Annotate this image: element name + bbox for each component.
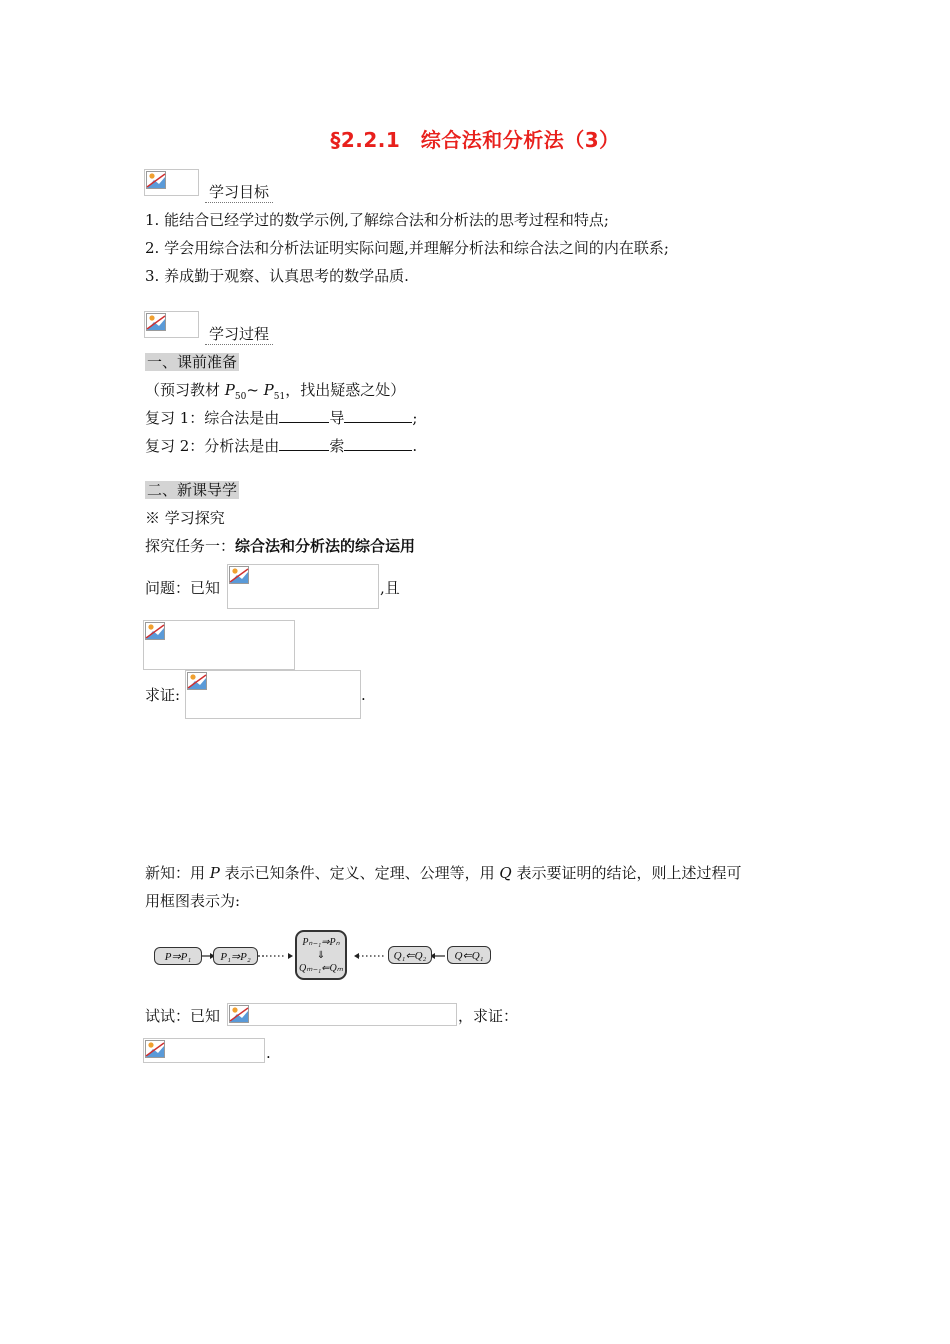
broken-image-icon bbox=[229, 566, 249, 584]
formula-image bbox=[185, 670, 361, 719]
review-line-2: 复习 2：分析法是由 索 . bbox=[145, 437, 418, 455]
explore-heading: ※ 学习探究 bbox=[145, 509, 225, 527]
try-tail: ，求证： bbox=[458, 1007, 519, 1025]
broken-image-icon bbox=[229, 1005, 249, 1023]
review-line-1: 复习 1：综合法是由 导 ; bbox=[145, 409, 418, 427]
section-heading-process: 学习过程 bbox=[205, 325, 273, 345]
section-icon-image bbox=[144, 169, 199, 196]
formula-image bbox=[227, 564, 379, 609]
part1-heading: 一、课前准备 bbox=[147, 353, 238, 371]
prove-end: . bbox=[361, 686, 366, 704]
broken-image-icon bbox=[187, 672, 207, 690]
flow-box: Q⇐Q₁ bbox=[447, 946, 491, 964]
part2-heading: 二、新课导学 bbox=[147, 481, 238, 499]
flow-box: P₁⇒P₂ bbox=[213, 947, 258, 965]
section-heading-goals: 学习目标 bbox=[205, 183, 273, 203]
section-icon-image bbox=[144, 311, 199, 338]
fill-blank[interactable] bbox=[279, 408, 329, 423]
new-knowledge-line: 新知：用 P 表示已知条件、定义、定理、公理等，用 Q 表示要证明的结论，则上述过程可 bbox=[145, 864, 742, 882]
fill-blank[interactable] bbox=[344, 408, 412, 423]
flow-box: P⇒P₁ bbox=[154, 947, 202, 965]
try-label: 试试：已知 bbox=[145, 1007, 221, 1025]
task-heading: 探究任务一：综合法和分析法的综合运用 bbox=[145, 537, 416, 555]
try-end: . bbox=[266, 1044, 271, 1062]
goal-item: 1. 能结合已经学过的数学示例,了解综合法和分析法的思考过程和特点; bbox=[145, 211, 609, 229]
page-title: §2.2.1 综合法和分析法（3） bbox=[330, 128, 620, 152]
fill-blank[interactable] bbox=[344, 436, 412, 451]
question-tail: ,且 bbox=[380, 579, 400, 597]
broken-image-icon bbox=[145, 622, 165, 640]
formula-image bbox=[143, 620, 295, 670]
goal-item: 3. 养成勤于观察、认真思考的数学品质. bbox=[145, 267, 409, 285]
formula-image bbox=[143, 1038, 265, 1063]
flow-center-box: Pₙ₋₁⇒Pₙ ⇓ Qₘ₋₁⇐Qₘ bbox=[295, 930, 347, 980]
fill-blank[interactable] bbox=[279, 436, 329, 451]
prove-label: 求证: bbox=[145, 686, 181, 704]
broken-image-icon bbox=[145, 1040, 165, 1058]
flowchart bbox=[148, 922, 498, 984]
question-label: 问题：已知 bbox=[145, 579, 221, 597]
new-knowledge-line-2: 用框图表示为: bbox=[145, 892, 241, 910]
broken-image-icon bbox=[146, 313, 166, 331]
flow-box: Q₁⇐Q₂ bbox=[388, 946, 432, 964]
formula-image bbox=[227, 1003, 457, 1026]
preview-line: （预习教材 $P_{50}\sim$ $P_{51}$，找出疑惑之处） bbox=[145, 381, 406, 402]
goal-item: 2. 学会用综合法和分析法证明实际问题,并理解分析法和综合法之间的内在联系; bbox=[145, 239, 669, 257]
broken-image-icon bbox=[146, 171, 166, 189]
